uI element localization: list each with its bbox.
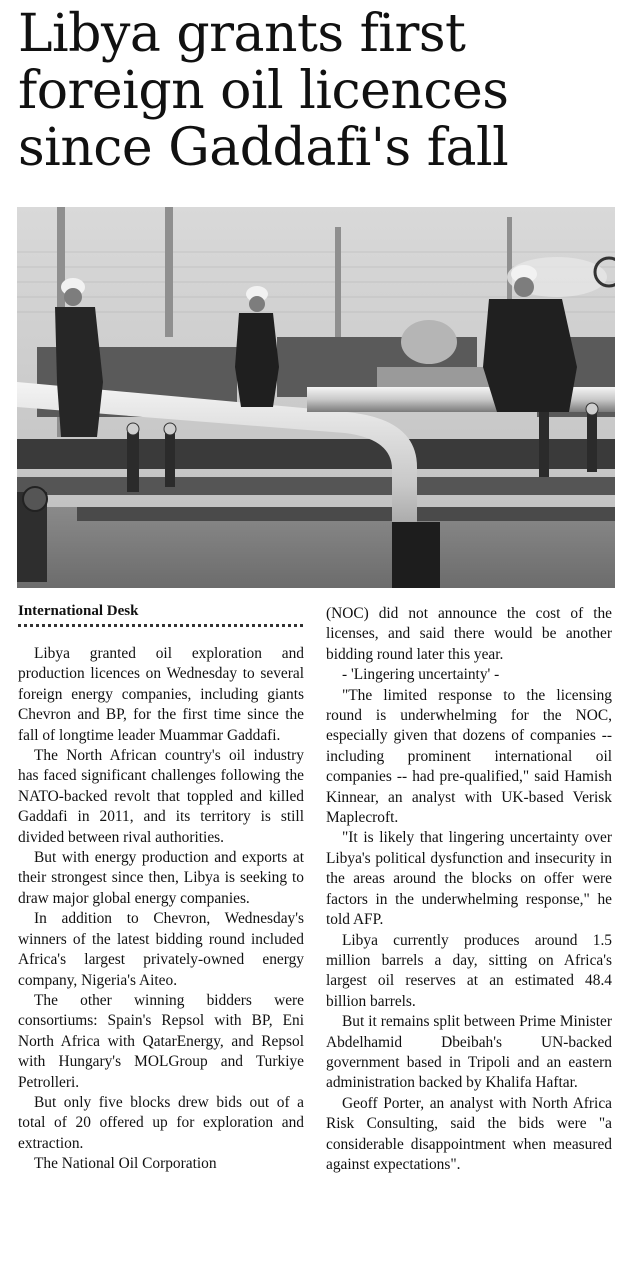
paragraph: But with energy production and exports at their strongest since then, Libya is seeking to draw major global energy companies. — [18, 849, 304, 907]
paragraph: The National Oil Corporation — [34, 1155, 217, 1173]
paragraph: Libya granted oil exploration and production licences on Wednesday to several foreign energy companies, including giants Chevron and BP, for the first time since the fall of longtime leader Muammar Gaddafi. — [18, 645, 304, 744]
news-photo — [17, 207, 615, 588]
paragraph: Libya currently produces around 1.5 million barrels a day, sitting on Africa's largest oil reserves at an estimated 48.4 billion barrels. — [326, 931, 612, 1010]
article-column-1 — [18, 644, 304, 1175]
paragraph: But it remains split between Prime Minister Abdelhamid Dbeibah's UN-backed government based in Tripoli and an eastern administration backed by Khalifa Haftar. — [326, 1013, 612, 1092]
paragraph: "It is likely that lingering uncertainty over Libya's political dysfunction and insecurity in the areas around the blocks on offer were factors in the underwhelming response," he told AFP. — [326, 829, 612, 929]
paragraph: "The limited response to the licensing round is underwhelming for the NOC, especially given that dozens of companies -- including prominent international oil companies -- had pre-qualified," said Hamish Kinnear, an analyst with UK-based Verisk Maplecroft. — [326, 686, 612, 827]
paragraph: But only five blocks drew bids out of a total of 20 offered up for exploration and extraction. — [18, 1093, 304, 1152]
paragraph: Geoff Porter, an analyst with North Africa Risk Consulting, said the bids were "a considerable disappointment when measured against expectations". — [326, 1094, 612, 1173]
paragraph: (NOC) did not announce the cost of the licenses, and said there would be another bidding round later this year. — [326, 605, 612, 663]
headline: Libya grants first foreign oil licences since Gaddafi's fall — [18, 4, 509, 178]
byline: International Desk — [18, 603, 139, 619]
subheading: - 'Lingering uncertainty' - — [342, 666, 500, 684]
paragraph: In addition to Chevron, Wednesday's winners of the latest bidding round included Africa's largest privately-owned energy company, Nigeria's Aiteo. — [18, 910, 304, 989]
paragraph: The North African country's oil industry has faced significant challenges following the NATO-backed revolt that toppled and killed Gaddafi in 2011, and its territory is still divided between rival authorities. — [18, 747, 304, 846]
byline-divider — [18, 624, 303, 627]
article-column-2 — [326, 604, 612, 1175]
paragraph: The other winning bidders were consortiums: Spain's Repsol with BP, Eni North Africa with QatarEnergy, and Repsol with Hungary's MOLGroup and Turkiye Petrolleri. — [18, 991, 304, 1091]
